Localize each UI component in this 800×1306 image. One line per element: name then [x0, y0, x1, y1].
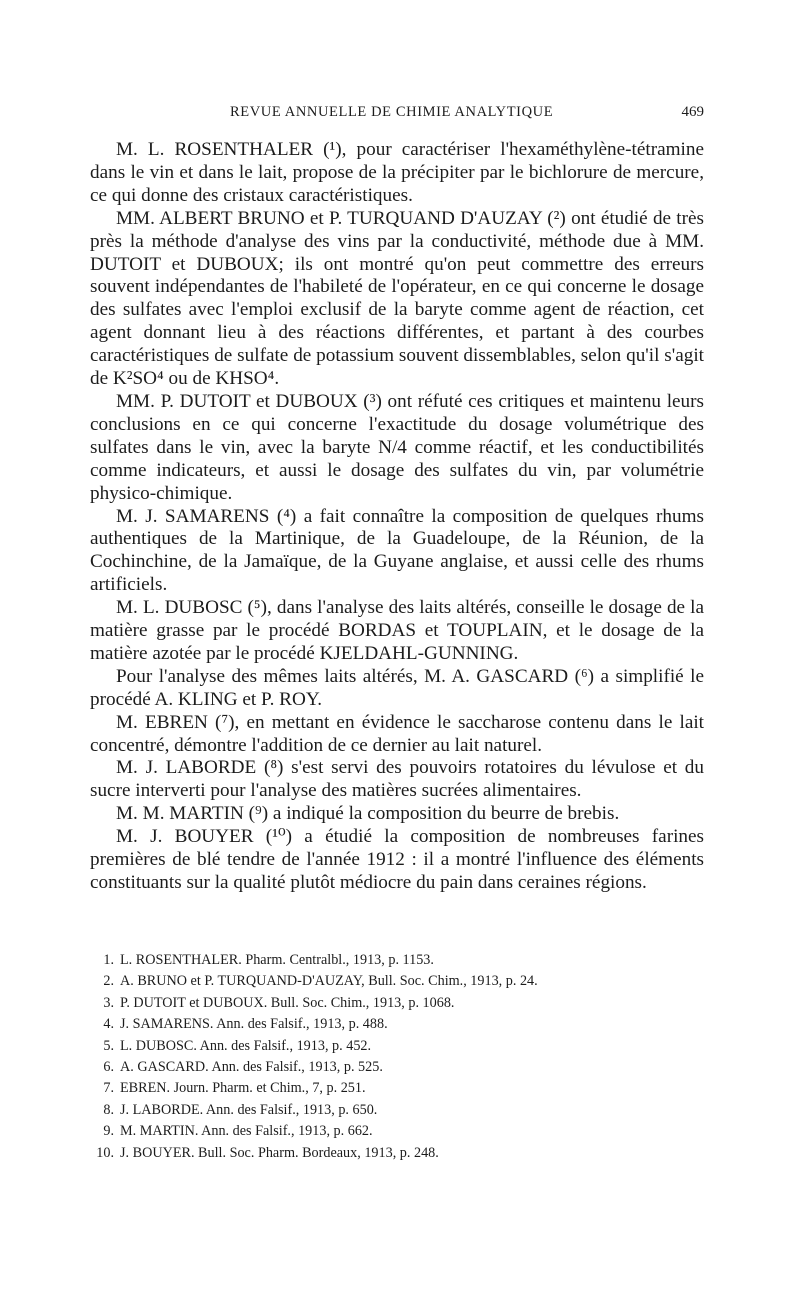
footnote: [90, 1143, 704, 1164]
paragraph-laborde: M. J. LABORDE (⁸) s'est servi des pouvoirs rotatoires du lévulose et du sucre interverti pour l'analyse des matières sucrées alimentaires.: [90, 757, 704, 802]
footnote: [90, 1100, 704, 1121]
footnote: [90, 1036, 704, 1057]
footnote-number: 3.: [103, 994, 114, 1011]
footnote-text: M. MARTIN. Ann. des Falsif., 1913, p. 662.: [120, 1123, 373, 1140]
footnote: [90, 950, 704, 971]
paragraph-samarens: M. J. SAMARENS (⁴) a fait connaître la composition de quelques rhums authentiques de la Martinique, de la Guadeloupe, de la Réunion, de la Cochinchine, de la Jamaïque, de la Guyane anglaise, et aussi celle des rhums artificiels.: [90, 505, 704, 596]
footnote-text: P. DUTOIT et DUBOUX. Bull. Soc. Chim., 1913, p. 1068.: [120, 994, 455, 1011]
paragraph-rosenthaler: M. L. ROSENTHALER (¹), pour caractériser l'hexaméthylène-tétramine dans le vin et dans le lait, propose de la précipiter par le bichlorure de mercure, ce qui donne des cristaux caractéristiques.: [90, 139, 704, 206]
footnote-text: J. BOUYER. Bull. Soc. Pharm. Bordeaux, 1913, p. 248.: [120, 1144, 439, 1161]
footnote-number: 8.: [103, 1101, 114, 1118]
footnote-number: 6.: [103, 1059, 114, 1076]
paragraph-ebren: M. EBREN (⁷), en mettant en évidence le saccharose contenu dans le lait concentré, démontre l'addition de ce dernier au lait naturel.: [90, 711, 704, 756]
body-text: [90, 139, 704, 895]
page-header: [90, 104, 704, 126]
footnote: [90, 1078, 704, 1099]
footnote-number: 1.: [103, 952, 114, 968]
footnote-text: A. BRUNO et P. TURQUAND-D'AUZAY, Bull. Soc. Chim., 1913, p. 24.: [120, 973, 538, 990]
paragraph-bouyer: M. J. BOUYER (¹⁰) a étudié la composition de nombreuses farines premières de blé tendre de l'année 1912 : il a montré l'influence des éléments constituants sur la qualité plutôt médiocre du pain dans ceraines régions.: [90, 826, 704, 893]
footnote-number: 7.: [103, 1080, 114, 1097]
footnote-number: 9.: [103, 1123, 114, 1140]
footnote: [90, 1057, 704, 1078]
footnote: [90, 993, 704, 1014]
footnote-text: L. DUBOSC. Ann. des Falsif., 1913, p. 452.: [120, 1037, 372, 1054]
footnote-text: EBREN. Journ. Pharm. et Chim., 7, p. 251.: [120, 1080, 366, 1097]
footnote-text: J. SAMARENS. Ann. des Falsif., 1913, p. 488.: [120, 1016, 388, 1033]
page-number: 469: [681, 104, 704, 120]
footnote-text: L. ROSENTHALER. Pharm. Centralbl., 1913, p. 1153.: [120, 952, 434, 968]
paragraph-gascard: Pour l'analyse des mêmes laits altérés, M. A. GASCARD (⁶) a simplifié le procédé A. KLING et P. ROY.: [90, 665, 704, 710]
paragraph-martin: M. M. MARTIN (⁹) a indiqué la composition du beurre de brebis.: [116, 803, 620, 825]
footnote-number: 5.: [103, 1037, 114, 1054]
footnotes: [90, 950, 704, 1164]
footnote-text: J. LABORDE. Ann. des Falsif., 1913, p. 650.: [120, 1101, 378, 1118]
footnote-text: A. GASCARD. Ann. des Falsif., 1913, p. 525.: [120, 1059, 383, 1076]
footnote-number: 2.: [103, 973, 114, 990]
footnote: [90, 1014, 704, 1035]
footnote: [90, 1121, 704, 1142]
paragraph-dutoit-duboux: MM. P. DUTOIT et DUBOUX (³) ont réfuté ces critiques et maintenu leurs conclusions en ce qui concerne l'exactitude du dosage volumétrique des sulfates dans le vin, avec la baryte N/4 comme réactif, et les conductibilités comme indicateurs, et aussi le dosage des sulfates du vin, par volumétrie physico-chimique.: [90, 390, 704, 504]
footnote-number: 4.: [103, 1016, 114, 1033]
footnote-number: 10.: [96, 1144, 114, 1161]
running-title: REVUE ANNUELLE DE CHIMIE ANALYTIQUE: [230, 104, 554, 120]
paragraph-dubosc: M. L. DUBOSC (⁵), dans l'analyse des laits altérés, conseille le dosage de la matière grasse par le procédé BORDAS et TOUPLAIN, et le dosage de la matière azotée par le procédé KJELDAHL-GUNNING.: [90, 597, 704, 664]
paragraph-bruno-turquand: MM. ALBERT BRUNO et P. TURQUAND D'AUZAY (²) ont étudié de très près la méthode d'analyse des vins par la conductivité, méthode due à MM. DUTOIT et DUBOUX; ils ont montré qu'on peut commettre des erreurs souvent indépendantes de l'habileté de l'opérateur, en ce qui concerne le dosage des sulfates avec l'emploi exclusif de la baryte comme agent de réaction, cet agent donnant lieu à des réactions différentes, et partant à des courbes caractéristiques de sulfate de potassium souvent dissemblables, selon qu'il s'agit de K²SO⁴ ou de KHSO⁴.: [90, 207, 704, 390]
footnote: [90, 971, 704, 992]
